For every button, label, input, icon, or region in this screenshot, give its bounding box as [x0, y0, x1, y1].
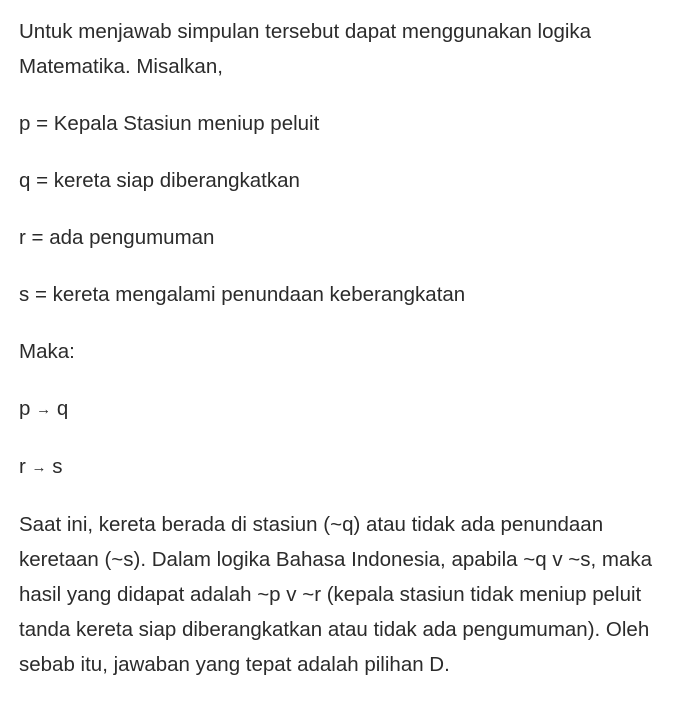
implies-arrow-icon: →: [31, 459, 47, 476]
answer-explanation: [19, 14, 675, 682]
definition-r: r = ada pengumuman: [19, 226, 215, 249]
implication-p-q: [19, 391, 675, 427]
implies-arrow-icon: →: [36, 401, 52, 418]
definition-p: p = Kepala Stasiun meniup peluit: [19, 112, 320, 135]
maka-label: Maka:: [19, 340, 75, 363]
implication-r-s: [19, 449, 675, 485]
definition-s: s = kereta mengalami penundaan keberangkatan: [19, 283, 466, 306]
implication-right: q: [56, 397, 69, 420]
implication-right: s: [52, 455, 63, 478]
implication-left: r: [19, 455, 26, 478]
implication-left: p: [19, 397, 31, 420]
intro-paragraph: Untuk menjawab simpulan tersebut dapat menggunakan logika Matematika. Misalkan,: [19, 20, 592, 78]
definition-q: q = kereta siap diberangkatkan: [19, 169, 300, 192]
conclusion-paragraph: Saat ini, kereta berada di stasiun (~q) atau tidak ada penundaan keretaan (~s). Dalam logika Bahasa Indonesia, apabila ~q v ~s, maka hasil yang didapat adalah ~p v ~r (kepala stasiun tidak meniup peluit tanda kereta siap diberangkatkan atau tidak ada pengumuman). Oleh sebab itu, jawaban yang tepat adalah pilihan D.: [19, 513, 653, 676]
